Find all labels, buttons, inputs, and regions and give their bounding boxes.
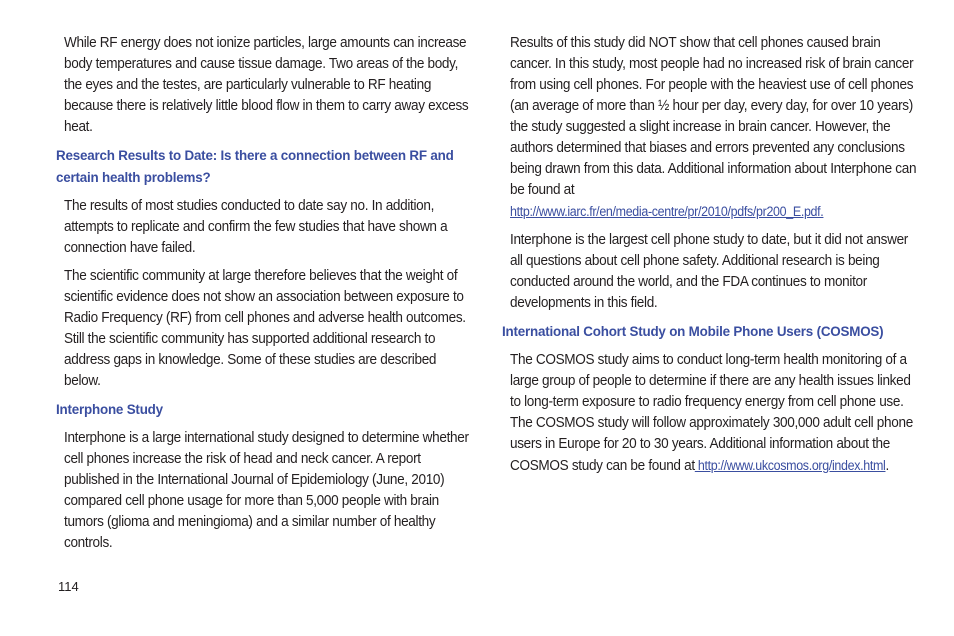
paragraph-interphone: Interphone is a large international study designed to determine whether cell phones increase the risk of head and neck cancer. A report published in the International Journal of Epidemiology (June, 2010) compared cell phone usage for more than 5,000 people with brain tumors (glioma and meningioma) and a similar number of healthy controls. [64,430,469,551]
left-column [56,33,469,561]
cosmos-period: . [885,458,889,474]
paragraph-interphone-results [510,33,924,223]
cosmos-text: The COSMOS study aims to conduct long-term health monitoring of a large group of people to determine if there are any health issues linked to long-term exposure to radio frequency energy from cell phone use. The COSMOS study will follow approximately 300,000 adult cell phone users in Europe for 20 to 30 years. Additional information about the COSMOS study can be found at [510,352,913,474]
cosmos-link[interactable]: http://www.ukcosmos.org/index.html [694,458,886,473]
iarc-link[interactable]: http://www.iarc.fr/en/media-centre/pr/2010/pdfs/pr200_E.pdf. [510,204,824,219]
paragraph-study-results: The results of most studies conducted to date say no. In addition, attempts to replicate and confirm the few studies that have shown a connection have failed. [64,198,448,256]
heading-cosmos: International Cohort Study on Mobile Phone Users (COSMOS) [502,324,884,339]
heading-interphone-study: Interphone Study [56,402,163,417]
page-number: 114 [58,579,79,594]
paragraph-scientific-community: The scientific community at large therefore believes that the weight of scientific evidence does not show an association between exposure to Radio Frequency (RF) from cell phones and adverse health outcomes. Still the scientific community has supported additional research to address gaps in knowledge. Some of these studies are described below. [64,268,466,389]
right-column [502,33,917,484]
paragraph-largest-study: Interphone is the largest cell phone study to date, but it did not answer all questions about cell phone safety. Additional research is being conducted around the world, and the FDA continues to monitor developments in this field. [510,232,909,311]
heading-research-results: Research Results to Date: Is there a connection between RF and certain health problems? [56,148,454,185]
interphone-results-text: Results of this study did NOT show that cell phones caused brain cancer. In this study, most people had no increased risk of brain cancer from using cell phones. For people with the heaviest use of cell phones (an average of more than ½ hour per day, every day, for over 10 years) the study suggested a slight increase in brain cancer. However, the authors determined that biases and errors prevented any conclusions being drawn from this data. Additional information about Interphone can be found at [510,35,917,198]
paragraph-cosmos [510,350,924,477]
paragraph-rf-energy: While RF energy does not ionize particles, large amounts can increase body temperatures and cause tissue damage. Two areas of the body, the eyes and the testes, are particularly vulnerable to RF heating because there is relatively little blood flow in them to carry away excess heat. [64,35,469,135]
